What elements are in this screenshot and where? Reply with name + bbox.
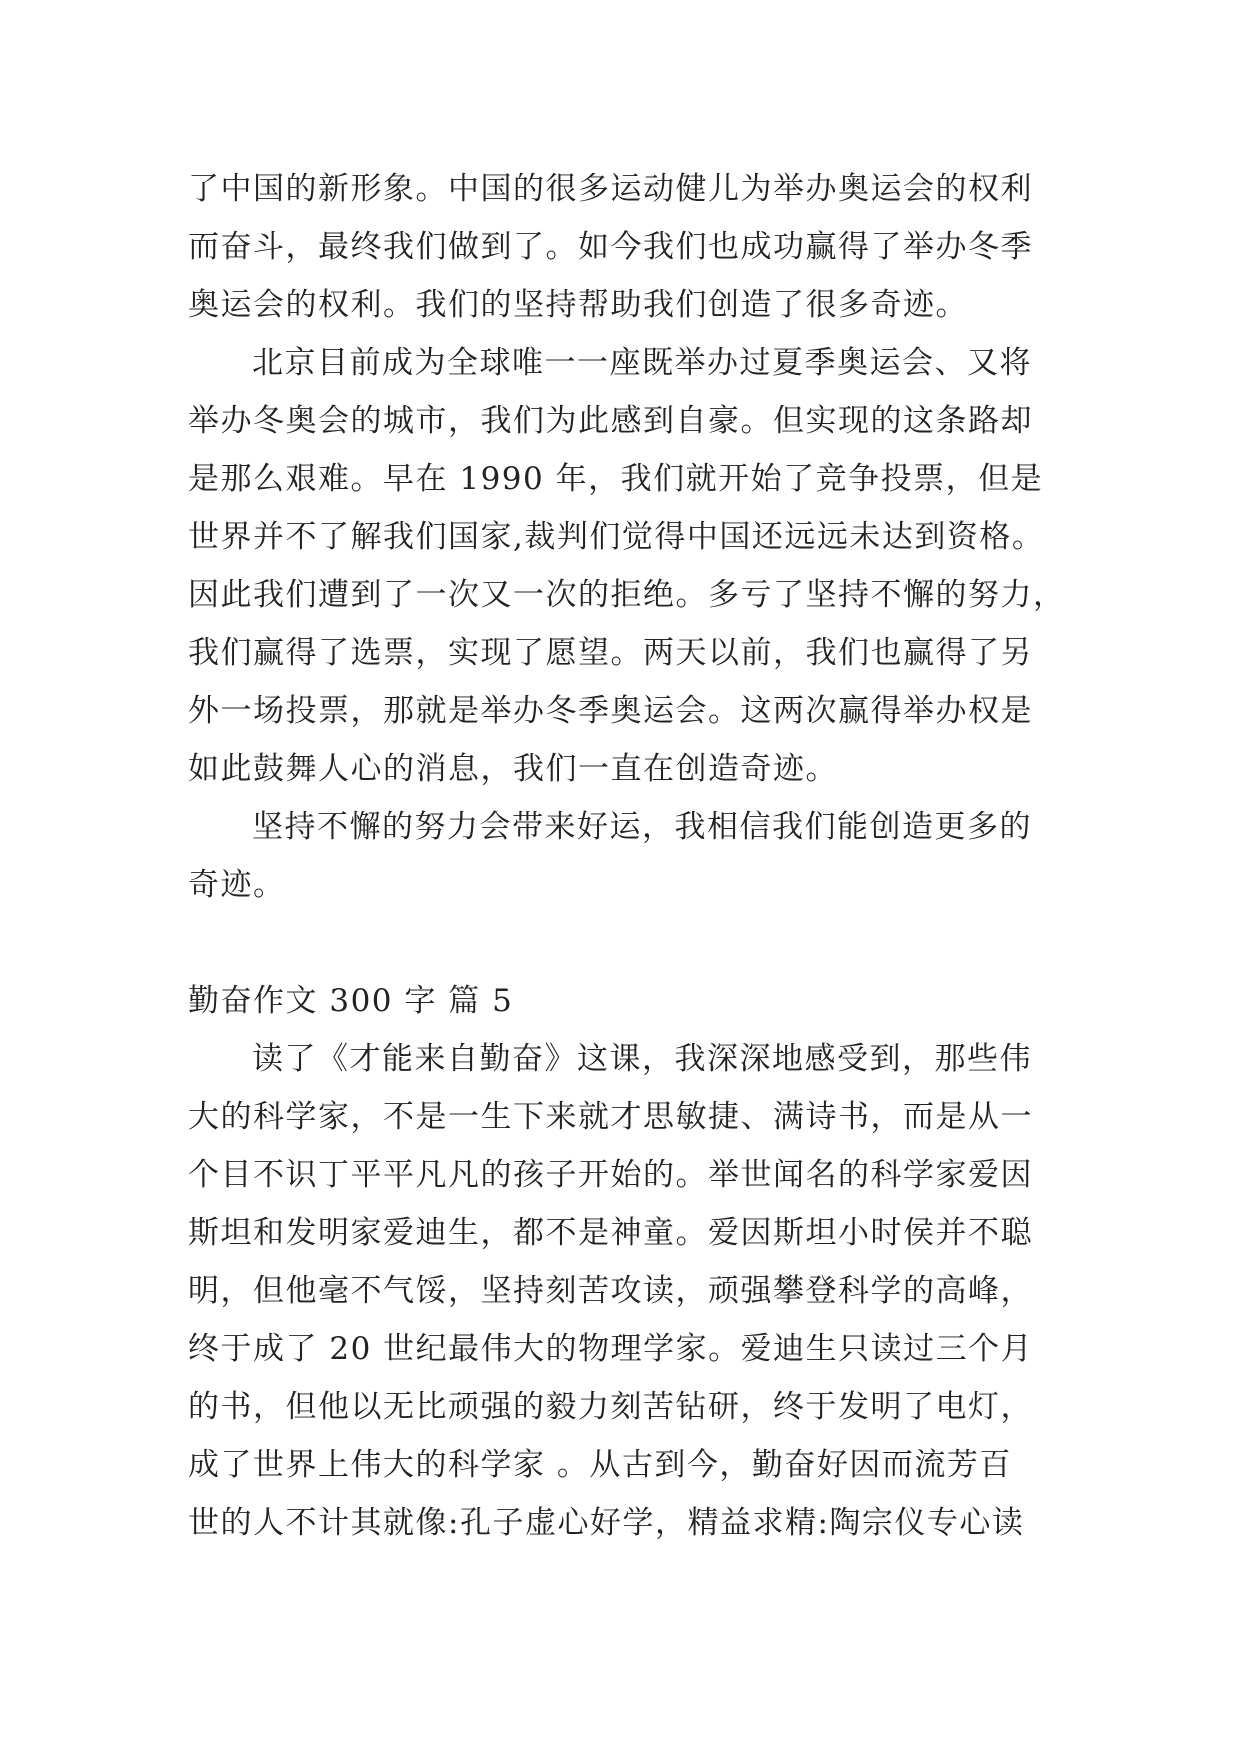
- text-line: 的书，但他以无比顽强的毅力刻苦钻研，终于发明了电灯，: [188, 1389, 1033, 1425]
- text-line: 北京目前成为全球唯一一座既举办过夏季奥运会、又将: [252, 345, 1032, 381]
- paragraph-spacer: [188, 914, 1068, 972]
- text-line: 奇迹。: [188, 867, 286, 903]
- paragraph-beijing: [188, 334, 1068, 798]
- paragraph-essay-5: [188, 1030, 1068, 1552]
- paragraph-conclusion: [188, 798, 1068, 914]
- text-line: 世界并不了解我们国家,裁判们觉得中国还远远未达到资格。: [188, 519, 1045, 555]
- text-line: 因此我们遭到了一次又一次的拒绝。多亏了坚持不懈的努力，: [188, 577, 1066, 613]
- text-line: 大的科学家，不是一生下来就才思敏捷、满诗书，而是从一: [188, 1099, 1033, 1135]
- text-line: 斯坦和发明家爱迪生，都不是神童。爱因斯坦小时侯并不聪: [188, 1215, 1033, 1251]
- text-line: 而奋斗，最终我们做到了。如今我们也成功赢得了举办冬季: [188, 229, 1033, 265]
- text-line: 了中国的新形象。中国的很多运动健儿为举办奥运会的权利: [188, 171, 1033, 207]
- text-line: 世的人不计其就像:孔子虚心好学，精益求精:陶宗仪专心读: [188, 1505, 1025, 1541]
- text-line: 是那么艰难。早在 1990 年，我们就开始了竞争投票，但是: [188, 461, 1044, 497]
- text-line: 我们赢得了选票，实现了愿望。两天以前，我们也赢得了另: [188, 635, 1033, 671]
- text-line: 坚持不懈的努力会带来好运，我相信我们能创造更多的: [252, 809, 1032, 845]
- paragraph-continuation: [188, 160, 1068, 334]
- text-line: 举办冬奥会的城市，我们为此感到自豪。但实现的这条路却: [188, 403, 1033, 439]
- text-line: 如此鼓舞人心的消息，我们一直在创造奇迹。: [188, 751, 838, 787]
- text-line: 外一场投票，那就是举办冬季奥运会。这两次赢得举办权是: [188, 693, 1033, 729]
- text-line: 成了世界上伟大的科学家 。从古到今，勤奋好因而流芳百: [188, 1447, 1012, 1483]
- text-line: 个目不识丁平平凡凡的孩子开始的。举世闻名的科学家爱因: [188, 1157, 1033, 1193]
- section-heading: 勤奋作文 300 字 篇 5: [188, 983, 514, 1019]
- document-body: [188, 160, 1068, 1552]
- text-line: 明，但他毫不气馁，坚持刻苦攻读，顽强攀登科学的高峰，: [188, 1273, 1033, 1309]
- text-line: 奥运会的权利。我们的坚持帮助我们创造了很多奇迹。: [188, 287, 968, 323]
- text-line: 终于成了 20 世纪最伟大的物理学家。爱迪生只读过三个月: [188, 1331, 1034, 1367]
- text-line: 读了《才能来自勤奋》这课，我深深地感受到，那些伟: [252, 1041, 1032, 1077]
